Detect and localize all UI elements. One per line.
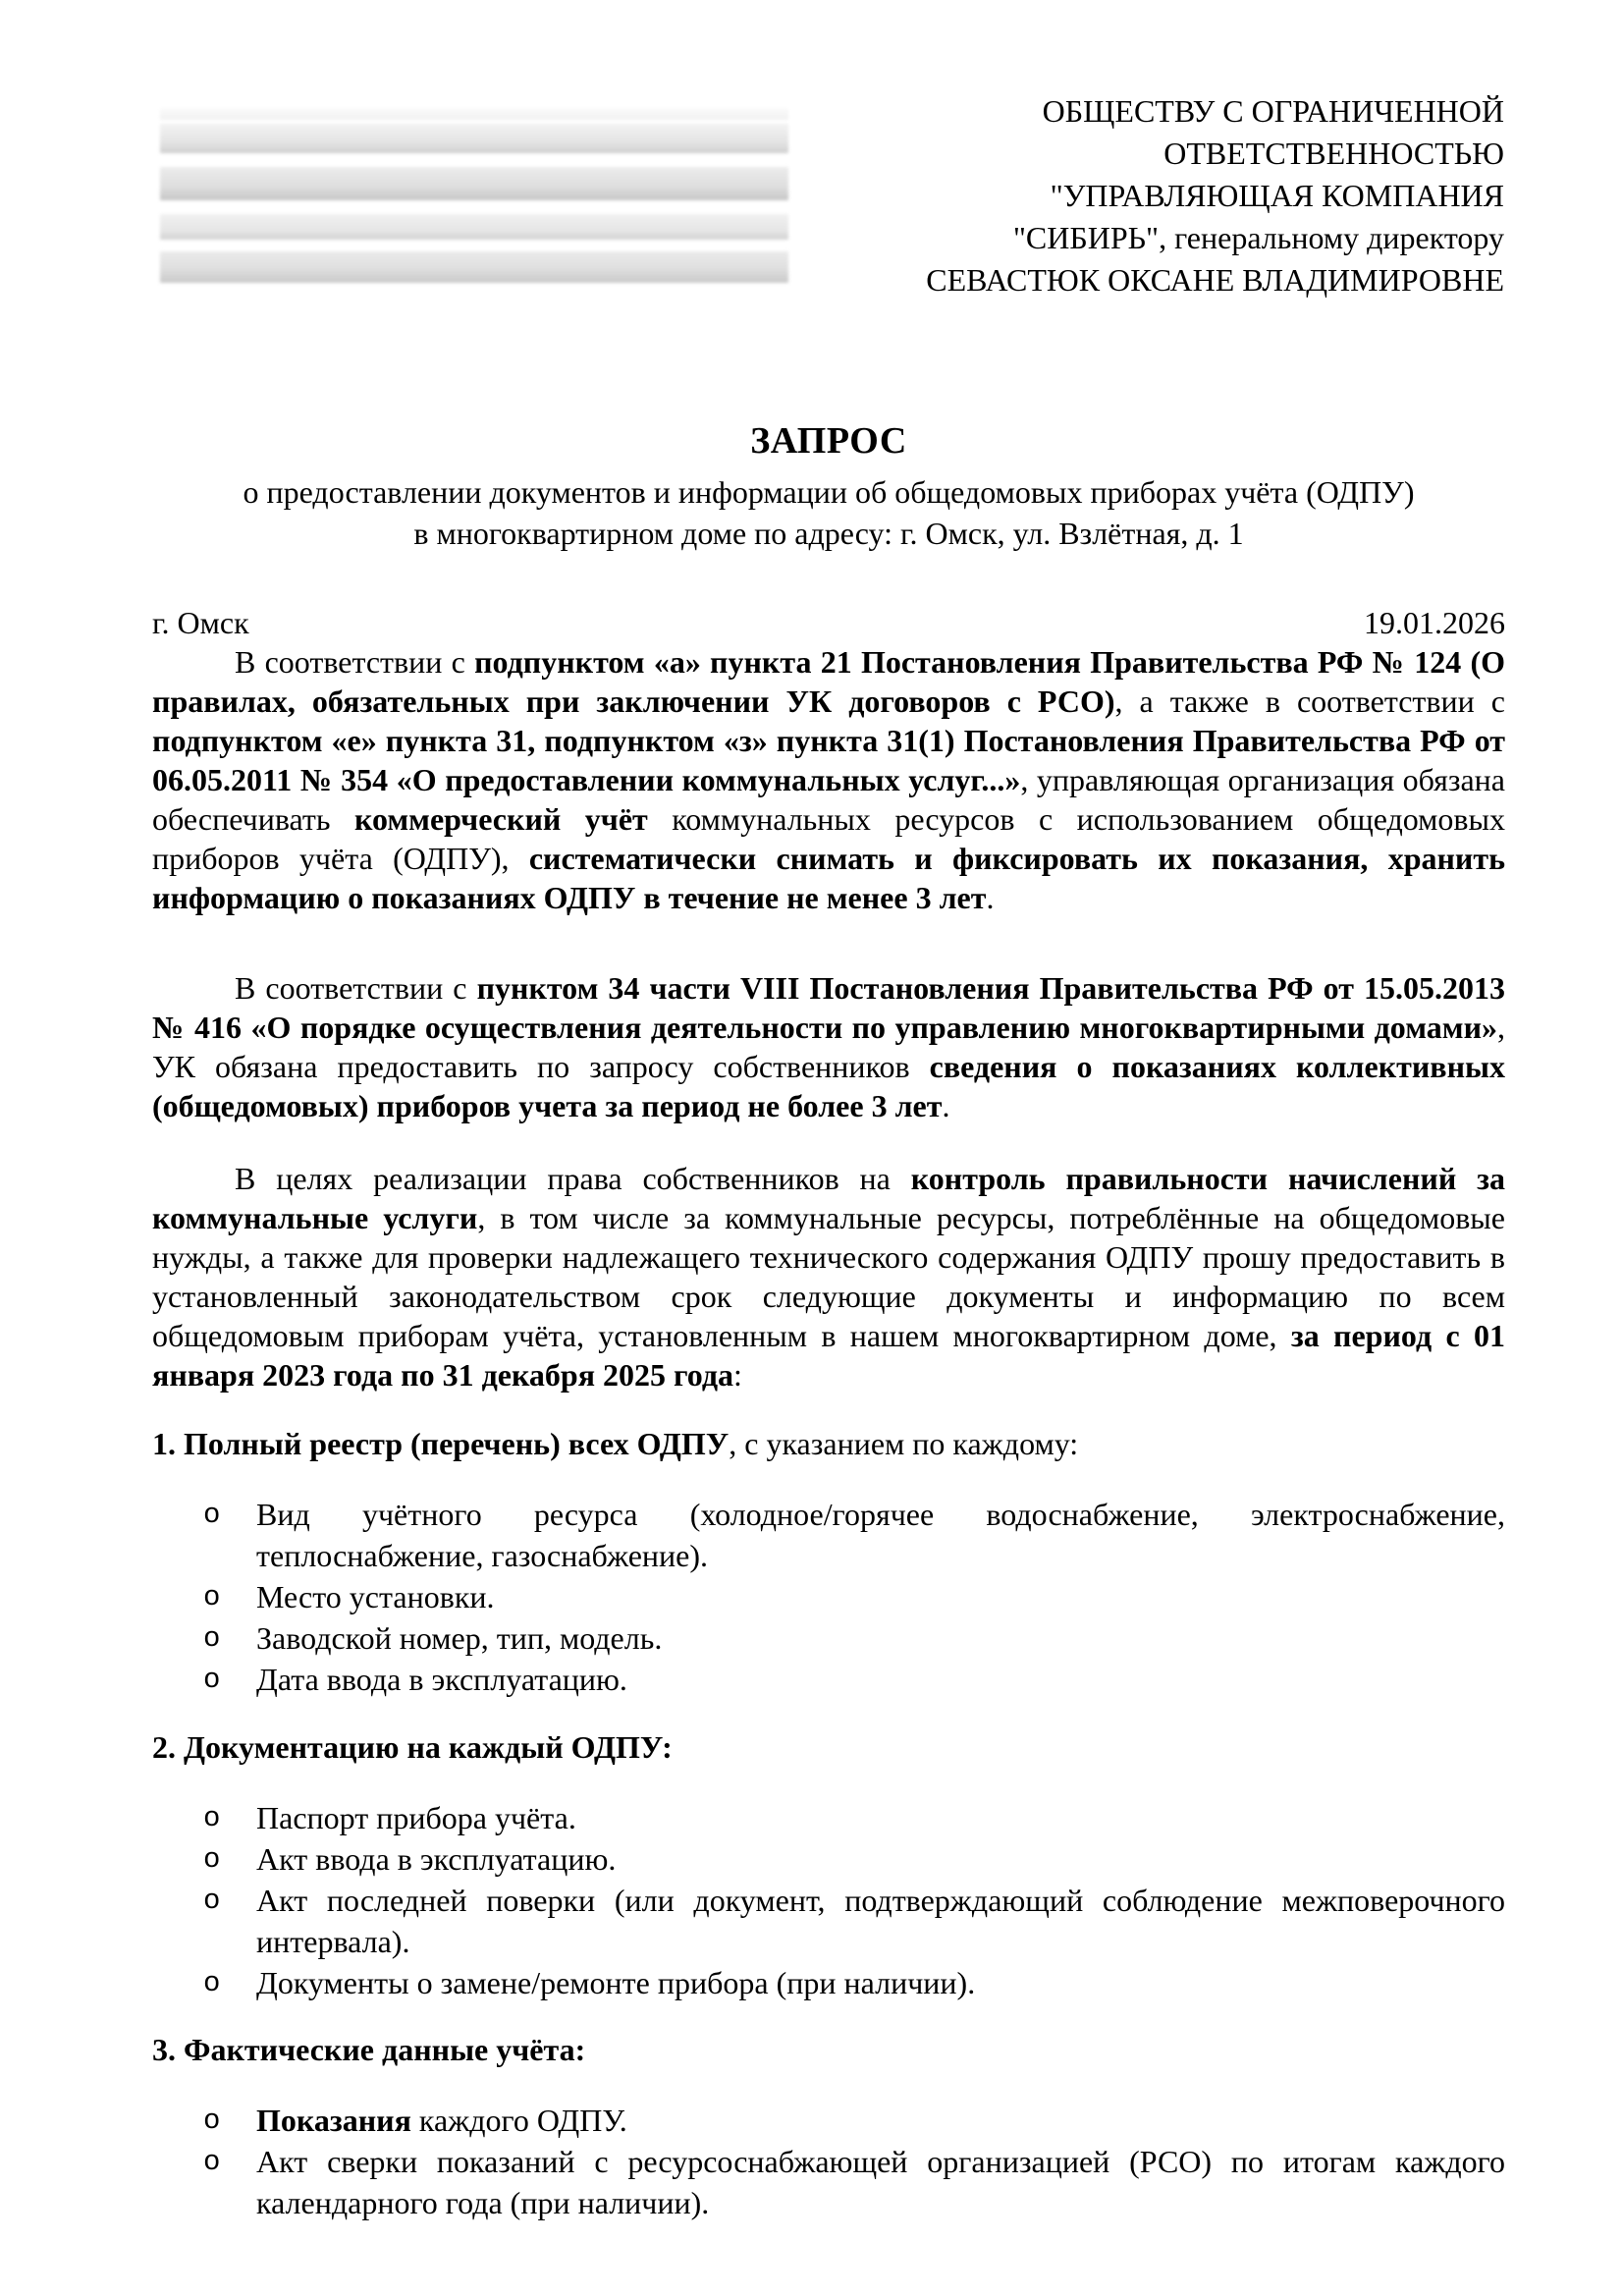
list-bullet: o	[203, 2105, 221, 2137]
recipient-line: СЕВАСТЮК ОКСАНЕ ВЛАДИМИРОВНЕ	[926, 262, 1504, 298]
list-item	[152, 2100, 1505, 2141]
recipient-line: "УПРАВЛЯЮЩАЯ КОМПАНИЯ	[1050, 178, 1504, 213]
list-item-text: Показания каждого ОДПУ.	[256, 2103, 627, 2138]
list-bullet: o	[203, 2146, 221, 2178]
bullet-list	[152, 1797, 1505, 2003]
list-item	[152, 1494, 1505, 1576]
list-item	[152, 1880, 1505, 1962]
list-item-text: Дата ввода в эксплуатацию.	[256, 1662, 627, 1697]
list-bullet: o	[203, 1843, 221, 1876]
list-item-text: Акт ввода в эксплуатацию.	[256, 1841, 617, 1877]
list-item-text: Акт последней поверки (или документ, подтверждающий соблюдение межповерочного интервала).	[256, 1883, 1505, 1959]
section-heading: 3. Фактические данные учёта:	[152, 2032, 586, 2067]
document-subtitle	[152, 471, 1505, 554]
subtitle-line: в многоквартирном доме по адресу: г. Омск, ул. Взлётная, д. 1	[413, 516, 1244, 551]
list-bullet: o	[203, 1622, 221, 1655]
list-item-text: Заводской номер, тип, модель.	[256, 1620, 663, 1656]
city-label: г. Омск	[152, 605, 249, 640]
section-actual-data	[152, 2030, 1505, 2223]
list-item	[152, 1797, 1505, 1838]
list-item	[152, 1576, 1505, 1617]
list-bullet: o	[203, 1664, 221, 1696]
bullet-list	[152, 2100, 1505, 2223]
list-item-text: Акт сверки показаний с ресурсоснабжающей организацией (РСО) по итогам каждого календарного года (при наличии).	[256, 2144, 1505, 2220]
section-heading: 1. Полный реестр (перечень) всех ОДПУ, с указанием по каждому:	[152, 1426, 1079, 1461]
bullet-list	[152, 1494, 1505, 1700]
list-item	[152, 1617, 1505, 1659]
recipient-line: ОБЩЕСТВУ С ОГРАНИЧЕННОЙ	[1042, 93, 1504, 129]
document-title: ЗАПРОС	[750, 420, 907, 462]
section-heading: 2. Документацию на каждый ОДПУ:	[152, 1729, 673, 1765]
list-item	[152, 1962, 1505, 2003]
list-item-text: Документы о замене/ремонте прибора (при наличии).	[256, 1965, 976, 2000]
paragraph: В целях реализации права собственников на контроль правильности начислений за коммунальные услуги, в том числе за коммунальные ресурсы, потреблённые на общедомовые нужды, а также для проверки надлежащего технического содержания ОДПУ прошу предоставить в установленный законодательством срок следующие документы и информацию по всем общедомовым приборам учёта, установленным в нашем многоквартирном доме, за период с 01 января 2023 года по 31 декабря 2025 года:	[152, 1161, 1506, 1393]
paragraph: В соответствии с подпунктом «а» пункта 21 Постановления Правительства РФ № 124 (О правилах, обязательных при заключении УК договоров с РСО), а также в соответствии с подпунктом «е» пункта 31, подпунктом «з» пункта 31(1) Постановления Правительства РФ от 06.05.2011 № 354 «О предоставлении коммунальных услуг...», управляющая организация обязана обеспечивать коммерческий учёт коммунальных ресурсов с использованием общедомовых приборов учёта (ОДПУ), систематически снимать и фиксировать их показания, хранить информацию о показаниях ОДПУ в течение не менее 3 лет.	[152, 644, 1506, 915]
document-body	[152, 0, 1505, 2223]
city-date-row	[152, 603, 1505, 642]
list-bullet: o	[203, 1802, 221, 1834]
list-item-text: Паспорт прибора учёта.	[256, 1800, 576, 1835]
list-item-text: Вид учётного ресурса (холодное/горячее водоснабжение, электроснабжение, теплоснабжение, газоснабжение).	[256, 1497, 1505, 1573]
section-register	[152, 1424, 1505, 1700]
list-item	[152, 1838, 1505, 1880]
list-bullet: o	[203, 1581, 221, 1613]
subtitle-line: о предоставлении документов и информации об общедомовых приборах учёта (ОДПУ)	[243, 474, 1415, 510]
list-bullet: o	[203, 1885, 221, 1917]
paragraph: В соответствии с пунктом 34 части VIII Постановления Правительства РФ от 15.05.2013 № 416 «О порядке осуществления деятельности по управлению многоквартирными домами», УК обязана предоставить по запросу собственников сведения о показаниях коллективных (общедомовых) приборов учета за период не более 3 лет.	[152, 970, 1506, 1123]
date-label: 19.01.2026	[1364, 605, 1505, 640]
list-item	[152, 1659, 1505, 1700]
list-item	[152, 2141, 1505, 2223]
recipient-line: "СИБИРЬ", генеральному директору	[1012, 220, 1504, 255]
list-item-text: Место установки.	[256, 1579, 495, 1614]
list-bullet: o	[203, 1967, 221, 1999]
recipient-line: ОТВЕТСТВЕННОСТЬЮ	[1163, 136, 1504, 171]
list-bullet: o	[203, 1499, 221, 1531]
section-documentation	[152, 1727, 1505, 2003]
